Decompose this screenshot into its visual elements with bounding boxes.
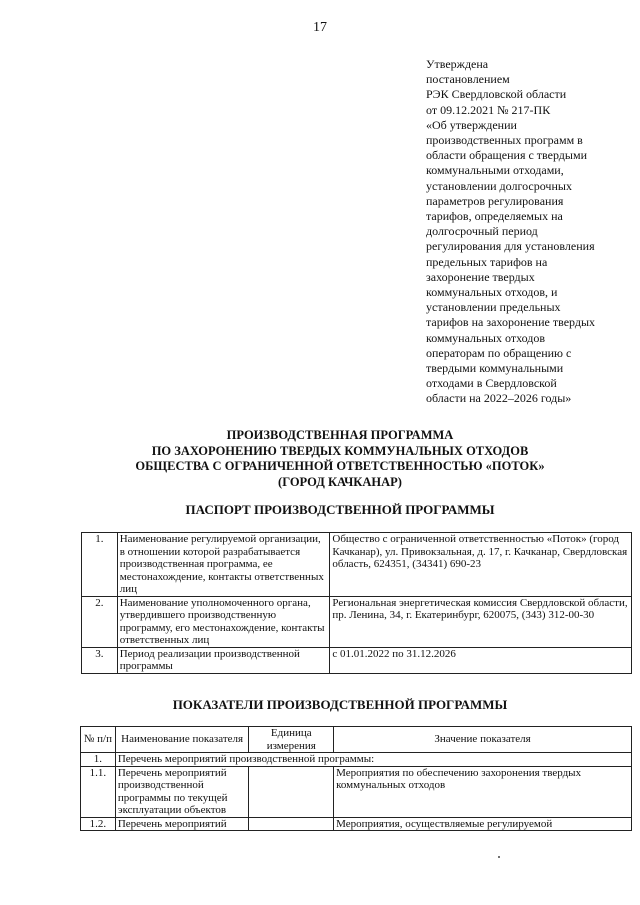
- table-row: [82, 647, 632, 673]
- approval-line: от 09.12.2021 № 217-ПК: [426, 102, 551, 117]
- approval-line: «Об утверждении: [426, 117, 517, 132]
- approval-line: РЭК Свердловской области: [426, 87, 567, 102]
- table-row: [81, 817, 632, 831]
- approval-line: области обращения с твердыми: [426, 148, 587, 163]
- row-number: 1.1.: [81, 766, 116, 817]
- approval-line: тарифов на захоронение твердых: [426, 315, 596, 330]
- row-number: 3.: [82, 647, 118, 673]
- title-line: ОБЩЕСТВА С ОГРАНИЧЕННОЙ ОТВЕТСТВЕННОСТЬЮ «ПОТОК»: [135, 459, 545, 473]
- title-line: ПО ЗАХОРОНЕНИЮ ТВЕРДЫХ КОММУНАЛЬНЫХ ОТХОДОВ: [151, 443, 529, 458]
- page-number: 17: [313, 20, 327, 35]
- approval-line: регулирования для установления: [426, 239, 595, 254]
- approval-line: отходами в Свердловской: [426, 376, 557, 391]
- approval-line: долгосрочный период: [426, 224, 538, 239]
- approval-line: параметров регулирования: [426, 193, 564, 208]
- approval-line: области на 2022–2026 годы»: [426, 391, 572, 406]
- approval-line: установлении долгосрочных: [426, 178, 572, 193]
- row-number: 1.2.: [81, 817, 116, 831]
- row-unit: [249, 817, 334, 831]
- row-value: Общество с ограниченной ответственностью «Поток» (город Качканар), ул. Привокзальная, д. 17, г. Качканар, Свердловская область, 624351, (34341) 690-23: [330, 533, 632, 597]
- title-line: ПРОИЗВОДСТВЕННАЯ ПРОГРАММА: [226, 428, 454, 442]
- column-header-value: Значение показателя: [334, 727, 632, 753]
- section-label: Перечень мероприятий производственной программы:: [115, 753, 631, 767]
- approval-line: производственных программ в: [426, 133, 583, 148]
- scan-speck: [498, 856, 500, 858]
- approval-block: [426, 57, 626, 407]
- row-label: Наименование регулируемой организации, в отношении которой разрабатывается производственная программа, ее местонахождение, контакты ответственных лиц: [117, 533, 330, 597]
- passport-heading: ПАСПОРТ ПРОИЗВОДСТВЕННОЙ ПРОГРАММЫ: [185, 502, 495, 517]
- passport-table: [81, 532, 632, 674]
- approval-line: Утверждена: [426, 57, 489, 71]
- approval-line: предельных тарифов на: [426, 254, 548, 269]
- row-label: Период реализации производственной программы: [117, 647, 330, 673]
- approval-line: операторам по обращению с: [426, 345, 572, 360]
- indicators-heading: ПОКАЗАТЕЛИ ПРОИЗВОДСТВЕННОЙ ПРОГРАММЫ: [172, 697, 508, 712]
- row-value: Региональная энергетическая комиссия Свердловской области, пр. Ленина, 34, г. Екатеринбург, 620075, (343) 312-00-30: [330, 596, 632, 647]
- document-title: [40, 428, 640, 490]
- row-label: Перечень мероприятий производственной программы по текущей эксплуатации объектов: [115, 766, 249, 817]
- row-number: 1.: [81, 753, 116, 767]
- row-label: Перечень мероприятий: [115, 817, 249, 831]
- approval-line: тарифов, определяемых на: [426, 209, 563, 224]
- approval-line: захоронение твердых: [426, 269, 535, 284]
- column-header-name: Наименование показателя: [115, 727, 249, 753]
- row-value: с 01.01.2022 по 31.12.2026: [330, 647, 632, 673]
- title-line: (ГОРОД КАЧКАНАР): [278, 474, 402, 489]
- row-number: 1.: [82, 533, 118, 597]
- approval-line: коммунальных отходов, и: [426, 285, 558, 300]
- approval-line: установлении предельных: [426, 300, 561, 315]
- table-row: [82, 533, 632, 597]
- approval-line: твердыми коммунальными: [426, 361, 564, 376]
- row-unit: [249, 766, 334, 817]
- column-header-unit: Единица измерения: [249, 727, 334, 753]
- approval-line: коммунальными отходами,: [426, 163, 564, 178]
- approval-line: коммунальных отходов: [426, 330, 546, 345]
- row-number: 2.: [82, 596, 118, 647]
- indicators-table: [80, 726, 632, 831]
- row-label: Наименование уполномоченного органа, утвердившего производственную программу, его местонахождение, контакты ответственных лиц: [117, 596, 330, 647]
- table-header-row: [81, 727, 632, 753]
- approval-line: постановлением: [426, 72, 510, 87]
- table-row: [82, 596, 632, 647]
- row-value: Мероприятия по обеспечению захоронения твердых коммунальных отходов: [334, 766, 632, 817]
- table-row: [81, 766, 632, 817]
- table-section-row: [81, 753, 632, 767]
- column-header-number: № п/п: [81, 727, 116, 753]
- row-value: Мероприятия, осуществляемые регулируемой: [334, 817, 632, 831]
